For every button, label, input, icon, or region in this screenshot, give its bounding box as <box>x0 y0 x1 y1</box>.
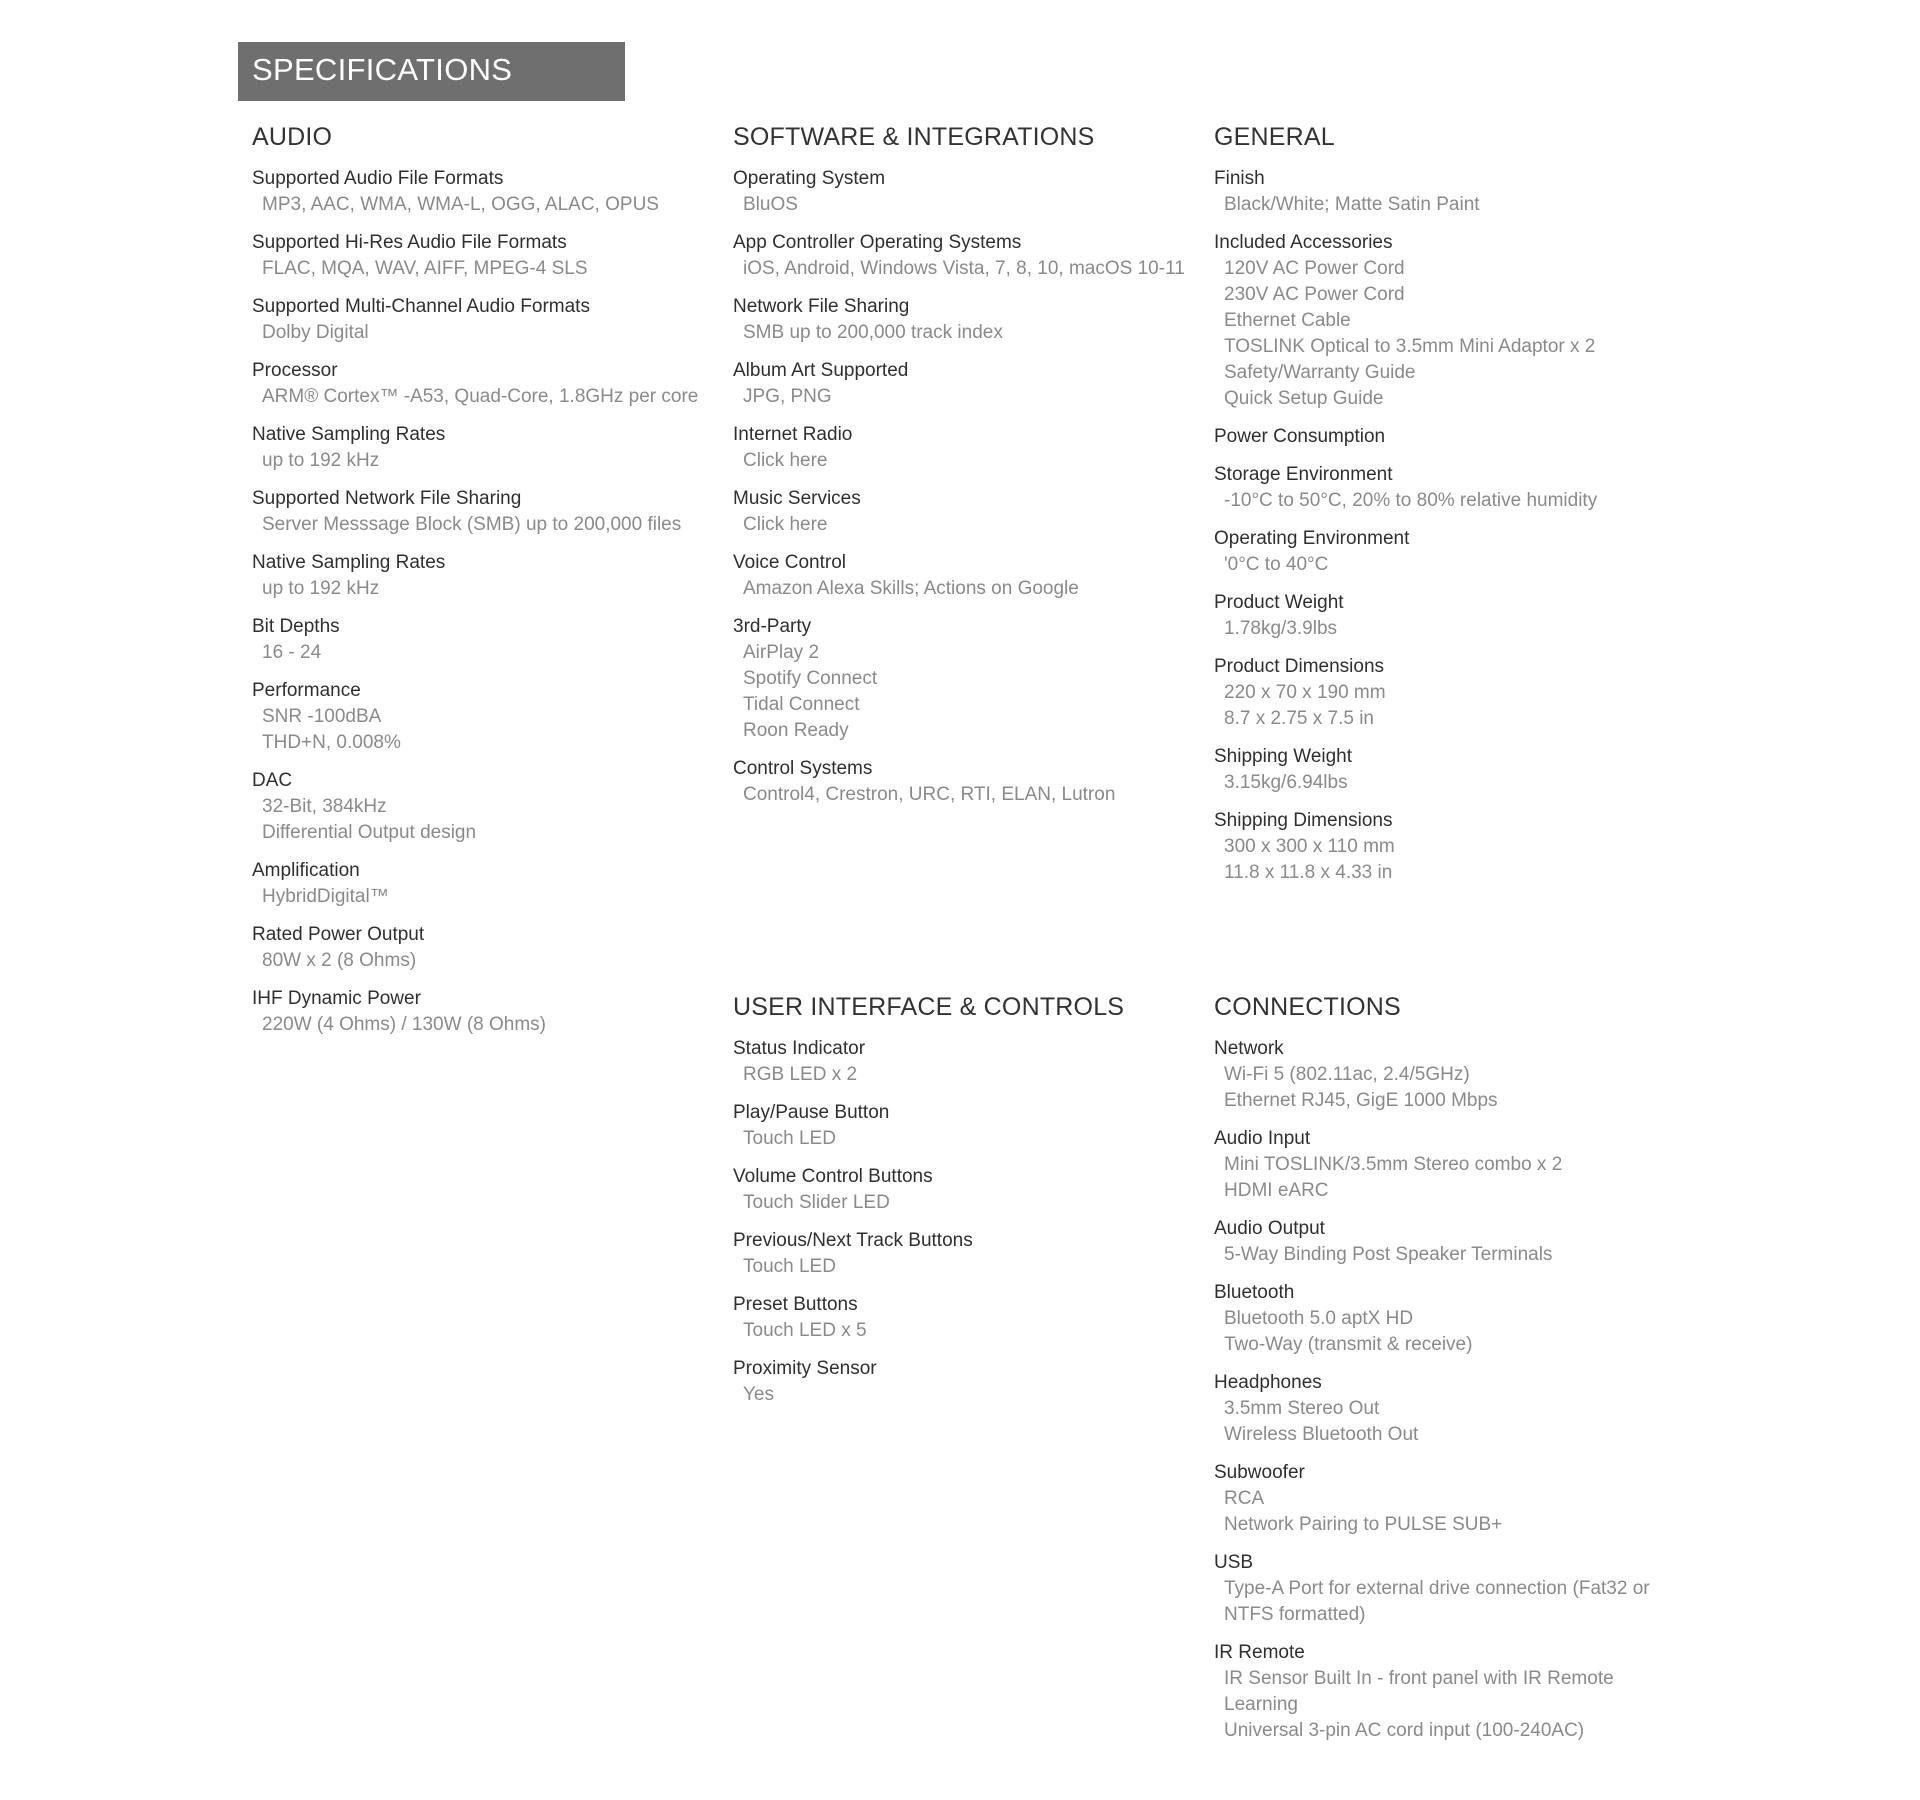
spec-values <box>252 192 722 218</box>
spec-item <box>1214 1460 1684 1538</box>
spec-item <box>1214 1036 1684 1114</box>
spec-value: SNR -100dBA <box>262 706 382 727</box>
spec-item <box>1214 462 1684 514</box>
spec-value: Server Messsage Block (SMB) up to 200,000 files <box>262 514 682 535</box>
spec-list <box>733 166 1203 808</box>
spec-value: -10°C to 50°C, 20% to 80% relative humidity <box>1224 490 1598 511</box>
spec-value: 120V AC Power Cord <box>1224 258 1405 279</box>
spec-item <box>252 294 722 346</box>
spec-value: RGB LED x 2 <box>743 1064 858 1085</box>
spec-values <box>733 448 1203 474</box>
spec-values <box>252 884 722 910</box>
spec-value: Touch LED <box>743 1256 836 1277</box>
spec-value: NTFS formatted) <box>1224 1604 1366 1625</box>
spec-value: MP3, AAC, WMA, WMA-L, OGG, ALAC, OPUS <box>262 194 659 215</box>
spec-values <box>733 576 1203 602</box>
spec-value: Quick Setup Guide <box>1224 388 1384 409</box>
spec-value: HybridDigital™ <box>262 886 389 907</box>
spec-value: 32-Bit, 384kHz <box>262 796 387 817</box>
spec-list <box>1214 166 1684 886</box>
spec-item <box>252 922 722 974</box>
spec-value: Differential Output design <box>262 822 477 843</box>
section-audio <box>252 120 722 1050</box>
spec-values <box>733 640 1203 744</box>
spec-values <box>252 512 722 538</box>
spec-values <box>1214 1396 1684 1448</box>
spec-label: Supported Hi-Res Audio File Formats <box>252 232 567 253</box>
spec-value: Safety/Warranty Guide <box>1224 362 1416 383</box>
spec-value: Touch LED <box>743 1128 836 1149</box>
spec-values <box>252 576 722 602</box>
spec-value: RCA <box>1224 1488 1265 1509</box>
spec-item <box>733 1292 1203 1344</box>
spec-label: Operating System <box>733 168 886 189</box>
spec-value: AirPlay 2 <box>743 642 820 663</box>
spec-values <box>252 704 722 756</box>
page-title: SPECIFICATIONS <box>252 52 513 87</box>
section-user-interface-controls <box>733 990 1203 1420</box>
spec-value: Type-A Port for external drive connection (Fat32 or <box>1224 1578 1650 1599</box>
section-title: AUDIO <box>252 123 333 151</box>
spec-label: DAC <box>252 770 293 791</box>
spec-item <box>252 986 722 1038</box>
spec-label: Finish <box>1214 168 1265 189</box>
section-software-integrations <box>733 120 1203 820</box>
spec-value: Touch Slider LED <box>743 1192 890 1213</box>
spec-value: 11.8 x 11.8 x 4.33 in <box>1224 862 1393 883</box>
spec-label: Shipping Weight <box>1214 746 1353 767</box>
spec-label: Included Accessories <box>1214 232 1393 253</box>
spec-item <box>733 294 1203 346</box>
specifications-banner <box>238 42 625 101</box>
spec-item <box>252 166 722 218</box>
spec-item <box>1214 1550 1684 1628</box>
spec-values <box>1214 1666 1684 1744</box>
spec-label: Storage Environment <box>1214 464 1393 485</box>
spec-item <box>733 1164 1203 1216</box>
spec-label: Status Indicator <box>733 1038 866 1059</box>
spec-value: Tidal Connect <box>743 694 860 715</box>
spec-value: 3.5mm Stereo Out <box>1224 1398 1380 1419</box>
spec-values <box>733 1126 1203 1152</box>
spec-values <box>733 256 1203 282</box>
spec-label: Internet Radio <box>733 424 853 445</box>
spec-list <box>733 1036 1203 1408</box>
spec-list <box>1214 1036 1684 1744</box>
spec-values <box>733 1254 1203 1280</box>
spec-label: Proximity Sensor <box>733 1358 877 1379</box>
spec-value: BluOS <box>743 194 798 215</box>
spec-label: Network File Sharing <box>733 296 910 317</box>
spec-value: Roon Ready <box>743 720 849 741</box>
spec-value: Two-Way (transmit & receive) <box>1224 1334 1473 1355</box>
spec-value: Click here <box>743 450 828 471</box>
spec-label: Network <box>1214 1038 1284 1059</box>
spec-label: Product Weight <box>1214 592 1344 613</box>
spec-item <box>1214 590 1684 642</box>
spec-label: Rated Power Output <box>252 924 425 945</box>
spec-label: Performance <box>252 680 361 701</box>
spec-value: Network Pairing to PULSE SUB+ <box>1224 1514 1503 1535</box>
spec-values <box>733 1062 1203 1088</box>
spec-value: TOSLINK Optical to 3.5mm Mini Adaptor x 2 <box>1224 336 1596 357</box>
spec-value: JPG, PNG <box>743 386 832 407</box>
spec-value: Mini TOSLINK/3.5mm Stereo combo x 2 <box>1224 1154 1563 1175</box>
spec-label: Volume Control Buttons <box>733 1166 933 1187</box>
spec-item <box>252 486 722 538</box>
spec-values <box>1214 256 1684 412</box>
spec-item <box>252 550 722 602</box>
section-connections <box>1214 990 1684 1756</box>
spec-list <box>252 166 722 1038</box>
spec-values <box>1214 488 1684 514</box>
spec-label: Amplification <box>252 860 360 881</box>
spec-label: Supported Network File Sharing <box>252 488 522 509</box>
spec-value: Yes <box>743 1384 774 1405</box>
spec-values <box>252 948 722 974</box>
spec-item <box>733 756 1203 808</box>
spec-value: Ethernet RJ45, GigE 1000 Mbps <box>1224 1090 1498 1111</box>
spec-value: HDMI eARC <box>1224 1180 1329 1201</box>
spec-value: 230V AC Power Cord <box>1224 284 1405 305</box>
spec-value: '0°C to 40°C <box>1224 554 1329 575</box>
spec-label: 3rd-Party <box>733 616 812 637</box>
spec-label: Headphones <box>1214 1372 1322 1393</box>
spec-values <box>733 192 1203 218</box>
spec-label: Bluetooth <box>1214 1282 1295 1303</box>
spec-label: Operating Environment <box>1214 528 1410 549</box>
spec-label: Album Art Supported <box>733 360 909 381</box>
spec-values <box>1214 552 1684 578</box>
spec-item <box>1214 424 1684 450</box>
spec-value: Wireless Bluetooth Out <box>1224 1424 1419 1445</box>
spec-values <box>252 448 722 474</box>
spec-values <box>1214 1306 1684 1358</box>
spec-item <box>733 1036 1203 1088</box>
spec-values <box>1214 1576 1684 1628</box>
spec-values <box>252 256 722 282</box>
section-title: USER INTERFACE & CONTROLS <box>733 993 1125 1021</box>
spec-item <box>1214 526 1684 578</box>
spec-value: Amazon Alexa Skills; Actions on Google <box>743 578 1079 599</box>
spec-label: USB <box>1214 1552 1254 1573</box>
spec-value: up to 192 kHz <box>262 578 380 599</box>
spec-values <box>733 320 1203 346</box>
spec-value: Dolby Digital <box>262 322 369 343</box>
spec-values <box>1214 770 1684 796</box>
spec-item <box>1214 1640 1684 1744</box>
spec-value: Control4, Crestron, URC, RTI, ELAN, Lutron <box>743 784 1116 805</box>
spec-item <box>1214 1126 1684 1204</box>
spec-values <box>1214 1152 1684 1204</box>
spec-item <box>733 358 1203 410</box>
spec-item <box>252 614 722 666</box>
spec-item <box>733 166 1203 218</box>
spec-values <box>1214 616 1684 642</box>
spec-value: FLAC, MQA, WAV, AIFF, MPEG-4 SLS <box>262 258 588 279</box>
spec-value: 5-Way Binding Post Speaker Terminals <box>1224 1244 1553 1265</box>
spec-item <box>1214 654 1684 732</box>
spec-value: IR Sensor Built In - front panel with IR Remote <box>1224 1668 1614 1689</box>
spec-label: App Controller Operating Systems <box>733 232 1022 253</box>
spec-values <box>252 794 722 846</box>
spec-item <box>252 230 722 282</box>
spec-label: Preset Buttons <box>733 1294 858 1315</box>
spec-item <box>252 858 722 910</box>
spec-label: Native Sampling Rates <box>252 424 446 445</box>
spec-label: Native Sampling Rates <box>252 552 446 573</box>
spec-value: Universal 3-pin AC cord input (100-240AC) <box>1224 1720 1585 1741</box>
spec-label: Audio Output <box>1214 1218 1325 1239</box>
spec-values <box>1214 192 1684 218</box>
section-general <box>1214 120 1684 898</box>
spec-value: 3.15kg/6.94lbs <box>1224 772 1348 793</box>
spec-label: Music Services <box>733 488 861 509</box>
spec-values <box>1214 834 1684 886</box>
spec-values <box>733 512 1203 538</box>
spec-item <box>252 678 722 756</box>
spec-item <box>1214 1216 1684 1268</box>
spec-values <box>252 320 722 346</box>
spec-label: Voice Control <box>733 552 847 573</box>
spec-item <box>733 550 1203 602</box>
spec-value: up to 192 kHz <box>262 450 380 471</box>
spec-value: Spotify Connect <box>743 668 878 689</box>
spec-label: Product Dimensions <box>1214 656 1385 677</box>
spec-values <box>733 1190 1203 1216</box>
spec-value: 80W x 2 (8 Ohms) <box>262 950 417 971</box>
spec-values <box>733 1382 1203 1408</box>
spec-item <box>1214 230 1684 412</box>
spec-item <box>733 230 1203 282</box>
spec-value: ARM® Cortex™ -A53, Quad-Core, 1.8GHz per core <box>262 386 699 407</box>
spec-label: Power Consumption <box>1214 426 1386 447</box>
spec-label: Audio Input <box>1214 1128 1311 1149</box>
spec-label: Processor <box>252 360 338 381</box>
spec-item <box>252 358 722 410</box>
spec-item <box>252 422 722 474</box>
spec-value: Black/White; Matte Satin Paint <box>1224 194 1480 215</box>
spec-value: iOS, Android, Windows Vista, 7, 8, 10, macOS 10-11 <box>743 258 1185 279</box>
spec-item <box>252 768 722 846</box>
spec-values <box>252 1012 722 1038</box>
spec-value: THD+N, 0.008% <box>262 732 401 753</box>
spec-value: Ethernet Cable <box>1224 310 1351 331</box>
spec-label: Supported Audio File Formats <box>252 168 504 189</box>
spec-value: Learning <box>1224 1694 1298 1715</box>
spec-value: Click here <box>743 514 828 535</box>
spec-value: 220 x 70 x 190 mm <box>1224 682 1386 703</box>
spec-item <box>1214 1370 1684 1448</box>
spec-label: Subwoofer <box>1214 1462 1305 1483</box>
spec-label: IR Remote <box>1214 1642 1305 1663</box>
spec-item <box>733 1228 1203 1280</box>
spec-item <box>733 486 1203 538</box>
spec-value: 220W (4 Ohms) / 130W (8 Ohms) <box>262 1014 547 1035</box>
spec-label: Previous/Next Track Buttons <box>733 1230 973 1251</box>
spec-item <box>733 422 1203 474</box>
section-title: CONNECTIONS <box>1214 993 1401 1021</box>
spec-values <box>733 1318 1203 1344</box>
spec-values <box>252 640 722 666</box>
spec-value: 300 x 300 x 110 mm <box>1224 836 1395 857</box>
spec-item <box>1214 808 1684 886</box>
spec-value: Wi-Fi 5 (802.11ac, 2.4/5GHz) <box>1224 1064 1470 1085</box>
spec-values <box>252 384 722 410</box>
spec-values <box>733 782 1203 808</box>
spec-value: Touch LED x 5 <box>743 1320 867 1341</box>
spec-label: Supported Multi-Channel Audio Formats <box>252 296 590 317</box>
spec-values <box>1214 1062 1684 1114</box>
spec-value: SMB up to 200,000 track index <box>743 322 1003 343</box>
spec-label: Bit Depths <box>252 616 340 637</box>
spec-item <box>733 1100 1203 1152</box>
spec-value: 1.78kg/3.9lbs <box>1224 618 1338 639</box>
spec-values <box>1214 680 1684 732</box>
section-title: SOFTWARE & INTEGRATIONS <box>733 123 1095 151</box>
spec-values <box>1214 1486 1684 1538</box>
spec-label: Play/Pause Button <box>733 1102 890 1123</box>
section-title: GENERAL <box>1214 123 1335 151</box>
spec-label: Control Systems <box>733 758 873 779</box>
spec-values <box>1214 1242 1684 1268</box>
spec-value: 8.7 x 2.75 x 7.5 in <box>1224 708 1374 729</box>
spec-item <box>1214 744 1684 796</box>
spec-value: 16 - 24 <box>262 642 322 663</box>
spec-label: IHF Dynamic Power <box>252 988 421 1009</box>
spec-item <box>733 614 1203 744</box>
spec-label: Shipping Dimensions <box>1214 810 1393 831</box>
spec-value: Bluetooth 5.0 aptX HD <box>1224 1308 1414 1329</box>
spec-item <box>1214 1280 1684 1358</box>
spec-item <box>733 1356 1203 1408</box>
spec-item <box>1214 166 1684 218</box>
spec-values <box>733 384 1203 410</box>
